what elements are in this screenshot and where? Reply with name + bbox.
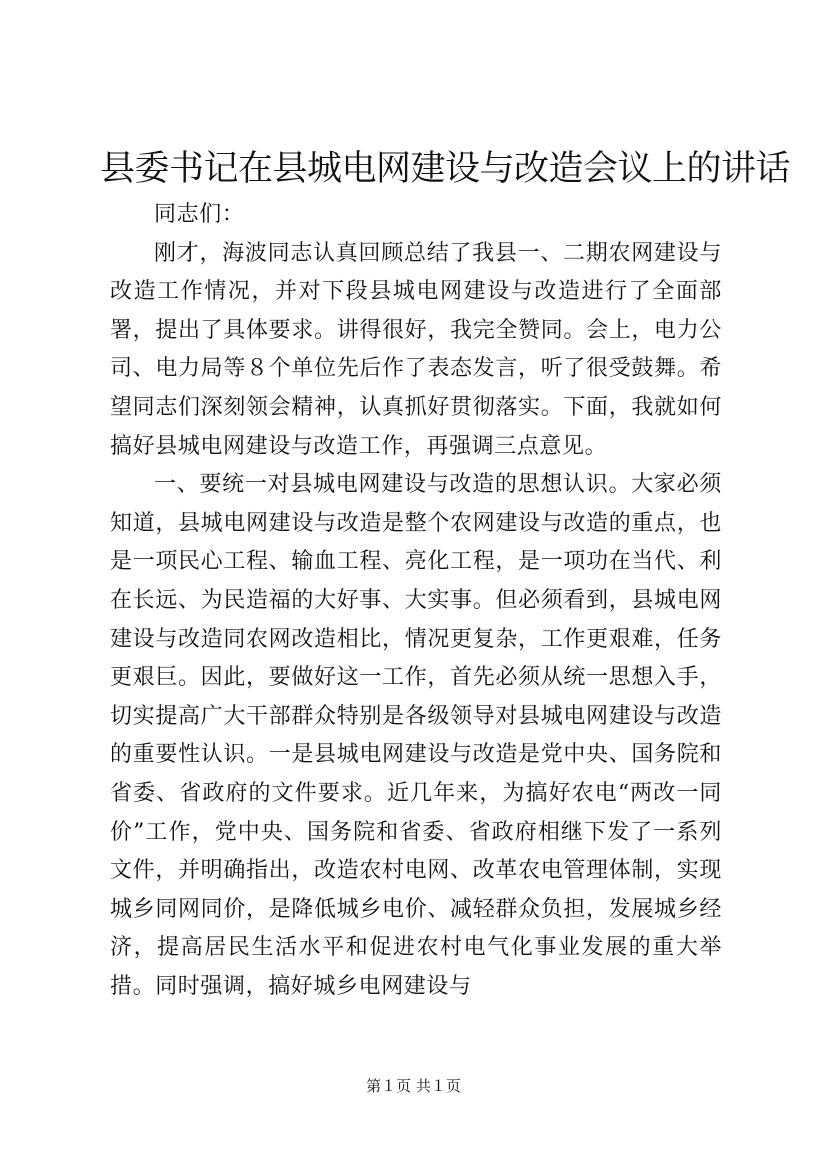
salutation-paragraph: 同志们：: [154, 202, 245, 227]
opening-paragraph: 刚才，海波同志认真回顾总结了我县一、二期农网建设与改造工作情况，并对下段县城电网建设与改造进行了全面部署，提出了具体要求。讲得很好，我完全赞同。会上，电力公司、电力局等８个单位先后作了表态发言，听了很受鼓舞。希望同志们深刻领会精神，认真抓好贯彻落实。下面，我就如何搞好县城电网建设与改造工作，再强调三点意见。: [110, 240, 722, 459]
document-body: [110, 196, 722, 1006]
page-number-footer: 第１页 共１页: [366, 1077, 461, 1095]
section-one-paragraph: 一、要统一对县城电网建设与改造的思想认识。大家必须知道，县城电网建设与改造是整个农网建设与改造的重点，也是一项民心工程、输血工程、亮化工程，是一项功在当代、利在长远、为民造福的大好事、大实事。但必须看到，县城电网建设与改造同农网改造相比，情况更复杂，工作更艰难，任务更艰巨。因此，要做好这一工作，首先必须从统一思想入手，切实提高广大干部群众特别是各级领导对县城电网建设与改造的重要性认识。一是县城电网建设与改造是党中央、国务院和省委、省政府的文件要求。近几年来，为搞好农电“两改一同价”工作，党中央、国务院和省委、省政府相继下发了一系列文件，并明确指出，改造农村电网、改革农电管理体制，实现城乡同网同价，是降低城乡电价、减轻群众负担，发展城乡经济，提高居民生活水平和促进农村电气化事业发展的重大举措。同时强调，搞好城乡电网建设与: [110, 472, 722, 999]
document-title: 县委书记在县城电网建设与改造会议上的讲话: [100, 149, 791, 189]
